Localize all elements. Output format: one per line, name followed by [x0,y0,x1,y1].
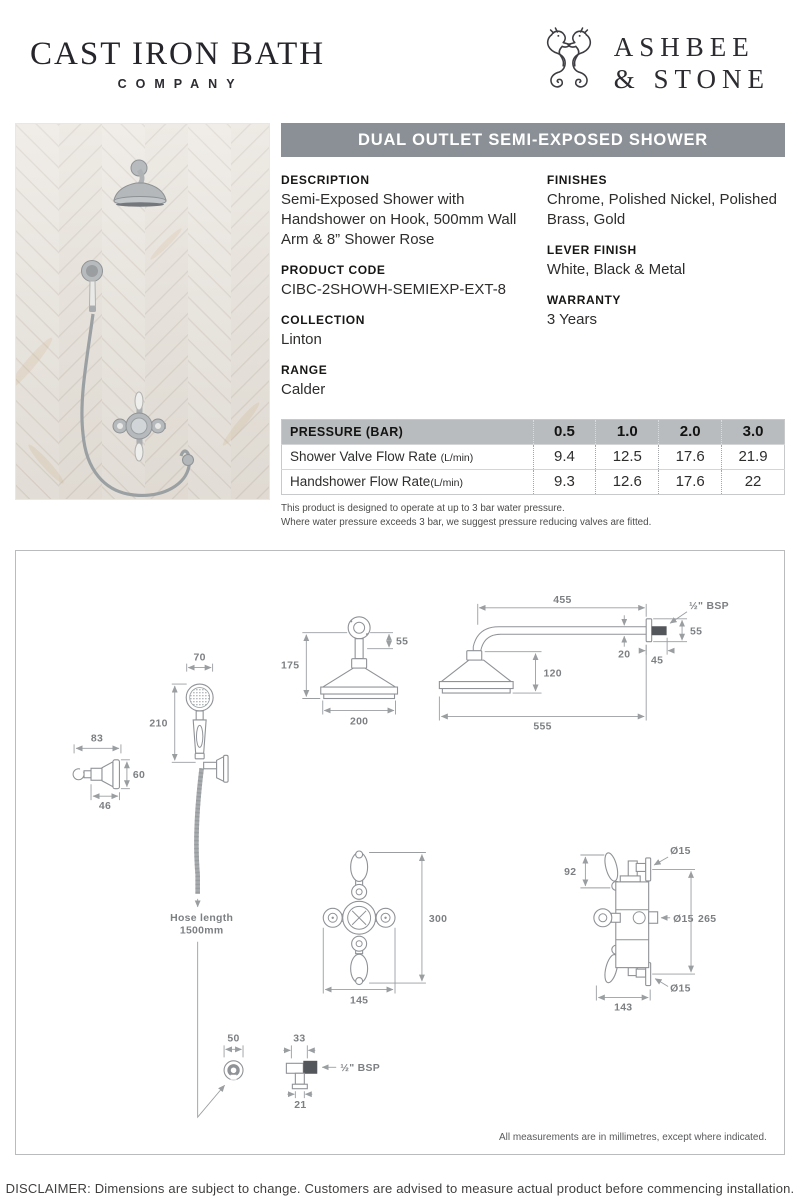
field-label: WARRANTY [546,292,622,307]
hose-length-caption: Hose length [170,912,234,924]
disclaimer: DISCLAIMER: Dimensions are subject to change. Customers are advised to measure actual product before commencing installation. [5,1181,795,1197]
dim-rose-diameter: 200 [349,716,369,728]
field-value: Semi-Exposed Shower with Handshower on Hook, 500mm Wall Arm & 8” Shower Rose [281,191,517,248]
pressure-col: 0.5 [533,419,596,444]
product-info-column [281,123,785,530]
fields-left [281,173,539,413]
valve-side-drawing [564,846,716,1013]
valve-front-drawing [323,851,447,1006]
pressure-table-header [282,419,785,444]
dim-valve-side-height: 265 [698,913,717,925]
field-finishes [547,173,785,230]
dim-plate-depth: 45 [651,655,664,667]
pressure-col: 1.0 [596,419,659,444]
flow-value: 12.5 [596,444,659,469]
pressure-col: 3.0 [722,419,785,444]
brand-subtitle: COMPANY [117,77,244,91]
dim-top-connection: Ø15 [670,846,691,858]
cast-iron-bath-logo [30,36,325,91]
pressure-notes [281,502,785,530]
dim-outlet-diameter: 50 [227,1033,240,1045]
shower-rose-drawing [281,617,408,728]
handshower-drawing [149,653,233,1117]
dim-lever-offset: 92 [564,866,577,878]
dim-rose-height: 175 [280,660,300,672]
flow-value: 17.6 [659,444,722,469]
row-unit: (L/min) [440,452,474,465]
brand-line-1: ASHBEE [613,32,755,63]
dim-wall-plate: 55 [690,626,703,638]
measurements-note: All measurements are in millimetres, except where indicated. [499,1132,767,1144]
field-label: RANGE [281,362,328,377]
field-label: DESCRIPTION [281,173,370,187]
wall-arm-drawing [439,595,729,733]
flow-value: 17.6 [659,469,722,494]
product-summary-section [0,115,800,530]
row-label-text: Shower Valve Flow Rate [290,449,441,465]
brand-wordmark [614,32,770,94]
elbow-fitting-drawing [283,1033,380,1111]
dim-bottom-connection: Ø15 [670,983,691,995]
flow-value: 9.4 [533,444,596,469]
table-row-shower-valve [282,444,785,469]
dim-bracket-height: 60 [132,770,146,782]
row-label [282,444,534,469]
row-unit: (L/min) [430,477,463,490]
field-value: Chrome, Polished Nickel, Polished Brass, Gold [546,191,778,228]
field-value: Linton [281,330,322,348]
technical-drawing-box [15,550,785,1155]
header [0,0,800,115]
row-label [282,469,534,494]
field-value: CIBC-2SHOWH-SEMIEXP-EXT-8 [281,280,507,298]
flow-value: 21.9 [722,444,785,469]
dim-valve-side-width: 143 [614,1002,633,1014]
dim-elbow-depth: 21 [294,1100,307,1112]
dim-arm-length: 455 [553,594,572,606]
dim-elbow-width: 33 [293,1033,306,1045]
dim-elbow-thread: ½" BSP [340,1062,381,1074]
ashbee-stone-logo [538,24,770,103]
brand-line-2: & STONE [613,63,770,94]
field-product-code [281,263,539,300]
field-range [281,363,539,400]
field-label: LEVER FINISH [546,242,637,257]
fields-right [547,173,785,413]
pressure-note-1: This product is designed to operate at up to 3 bar water pressure. [281,502,565,514]
flow-value: 9.3 [533,469,596,494]
pressure-col: 2.0 [659,419,722,444]
field-lever-finish [547,243,785,280]
wall-outlet-drawing [224,1033,243,1079]
dim-bracket-width: 83 [90,733,104,745]
field-description [281,173,539,250]
dim-rose-stem: 55 [396,636,409,648]
field-value: White, Black & Metal [546,260,686,278]
dim-arm-thread: ½" BSP [689,600,729,612]
brand-name: CAST IRON BATH [30,36,326,72]
seahorses-crest-icon [538,24,600,103]
field-value: Calder [281,380,326,398]
field-collection [281,313,539,350]
flow-value: 22 [722,469,785,494]
product-title-banner: DUAL OUTLET SEMI-EXPOSED SHOWER [281,123,785,157]
field-value: 3 Years [546,310,597,328]
dim-valve-width: 145 [349,995,369,1007]
dim-rose-side-height: 120 [543,668,562,680]
field-warranty [547,293,785,330]
dim-mid-connection: Ø15 [673,913,694,925]
flow-value: 12.6 [596,469,659,494]
field-label: FINISHES [546,173,608,187]
field-label: PRODUCT CODE [281,262,386,277]
hose-length-value: 1500mm [179,925,224,937]
field-label: COLLECTION [281,312,365,327]
wall-bracket-drawing [73,733,145,812]
dim-bracket-depth: 46 [98,801,112,813]
dim-handshower-height: 210 [149,718,168,730]
dim-tube: 20 [618,649,631,661]
row-label-text: Handshower Flow Rate [290,474,431,490]
pressure-note-2: Where water pressure exceeds 3 bar, we suggest pressure reducing valves are fitted. [281,516,652,528]
dim-arm-overall: 555 [533,721,552,733]
pressure-header-label: PRESSURE (BAR) [290,424,404,439]
table-row-handshower [282,469,785,494]
product-photo [15,123,270,500]
dim-valve-height: 300 [428,913,448,925]
product-fields [281,173,785,413]
pressure-table [281,419,785,495]
dim-handshower-width: 70 [193,652,206,664]
